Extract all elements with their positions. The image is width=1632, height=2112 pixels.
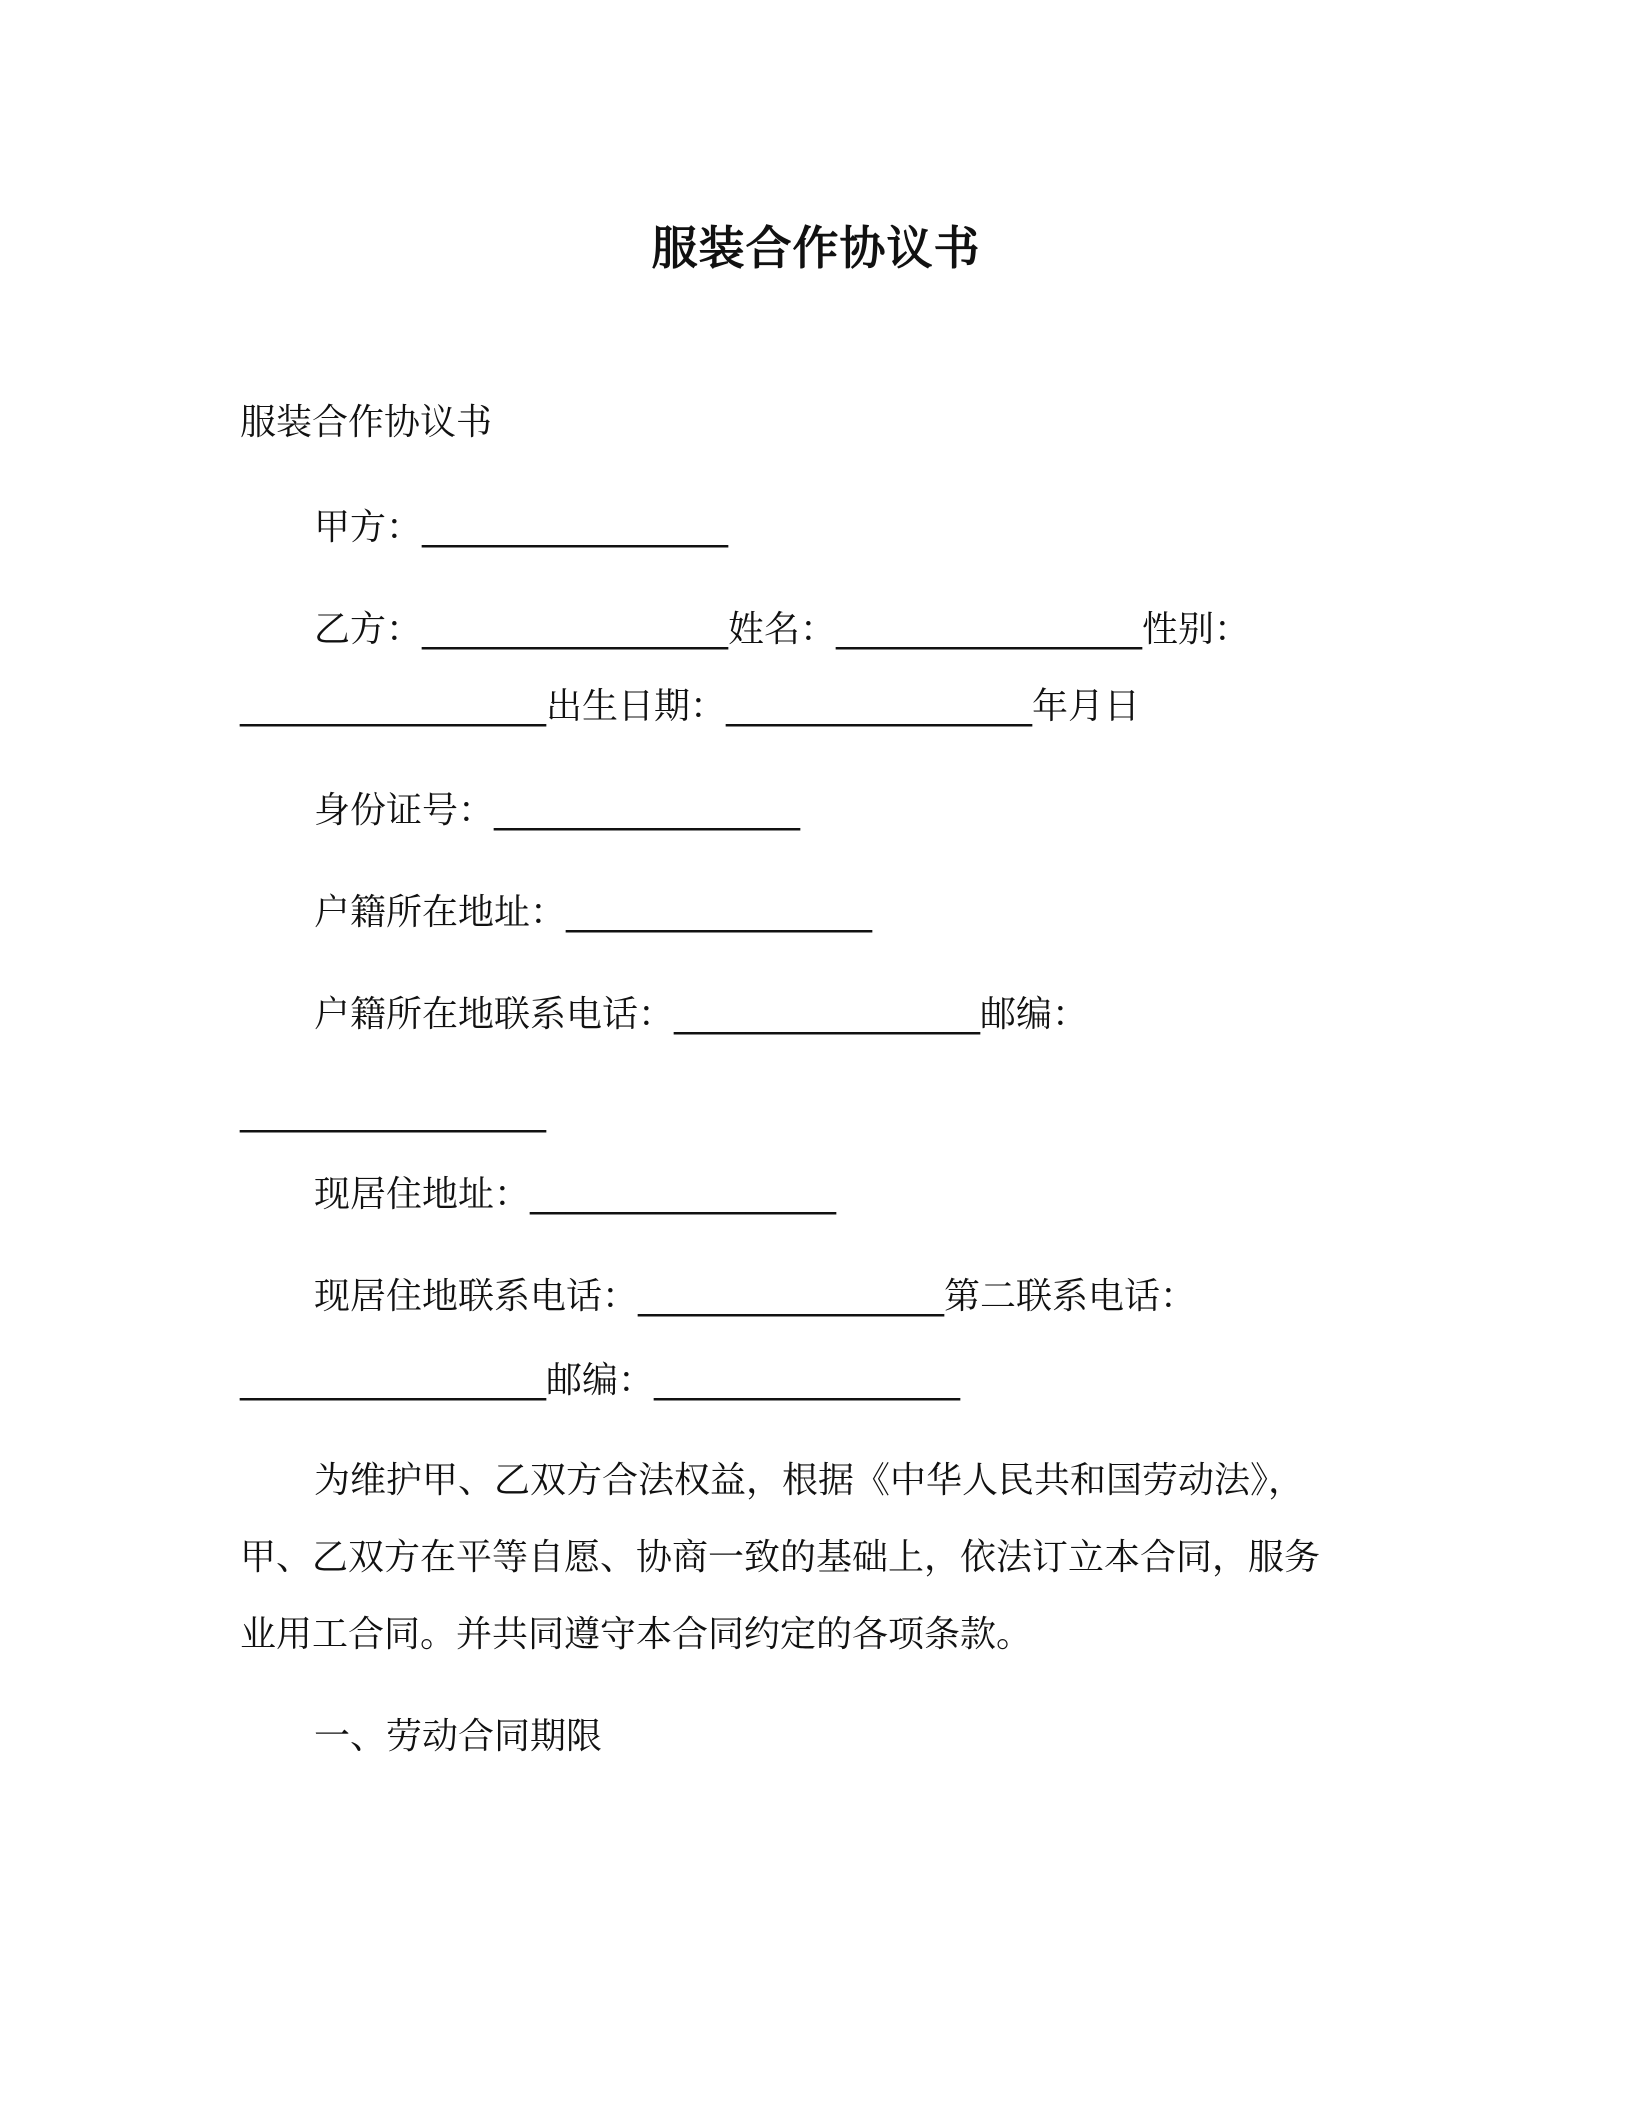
household-postcode-line: _________________ bbox=[240, 1092, 546, 1133]
id-number-line: 身份证号：_________________ bbox=[314, 790, 801, 831]
household-phone-line: 户籍所在地联系电话：_________________邮编： bbox=[314, 994, 1089, 1035]
party-b-line: 乙方：_________________姓名：_________________性别： bbox=[314, 609, 1251, 650]
current-phone-line: 现居住地联系电话：_________________第二联系电话： bbox=[314, 1276, 1197, 1317]
current-postcode-line: _________________邮编：_________________ bbox=[240, 1360, 961, 1401]
section-heading-1: 一、劳动合同期限 bbox=[314, 1716, 603, 1757]
household-address-line: 户籍所在地址：_________________ bbox=[314, 892, 873, 933]
current-address-line: 现居住地址：_________________ bbox=[314, 1174, 837, 1215]
birth-date-line: _________________出生日期：_________________年月日 bbox=[240, 686, 1141, 727]
paragraph-line-3: 业用工合同。并共同遵守本合同约定的各项条款。 bbox=[240, 1614, 1033, 1655]
party-a-line: 甲方：_________________ bbox=[314, 507, 729, 548]
document-title: 服装合作协议书 bbox=[651, 221, 981, 275]
paragraph-line-1: 为维护甲、乙双方合法权益，根据《中华人民共和国劳动法》， bbox=[314, 1460, 1305, 1501]
paragraph-line-2: 甲、乙双方在平等自愿、协商一致的基础上，依法订立本合同，服务 bbox=[240, 1537, 1321, 1578]
subtitle-line: 服装合作协议书 bbox=[240, 402, 493, 443]
